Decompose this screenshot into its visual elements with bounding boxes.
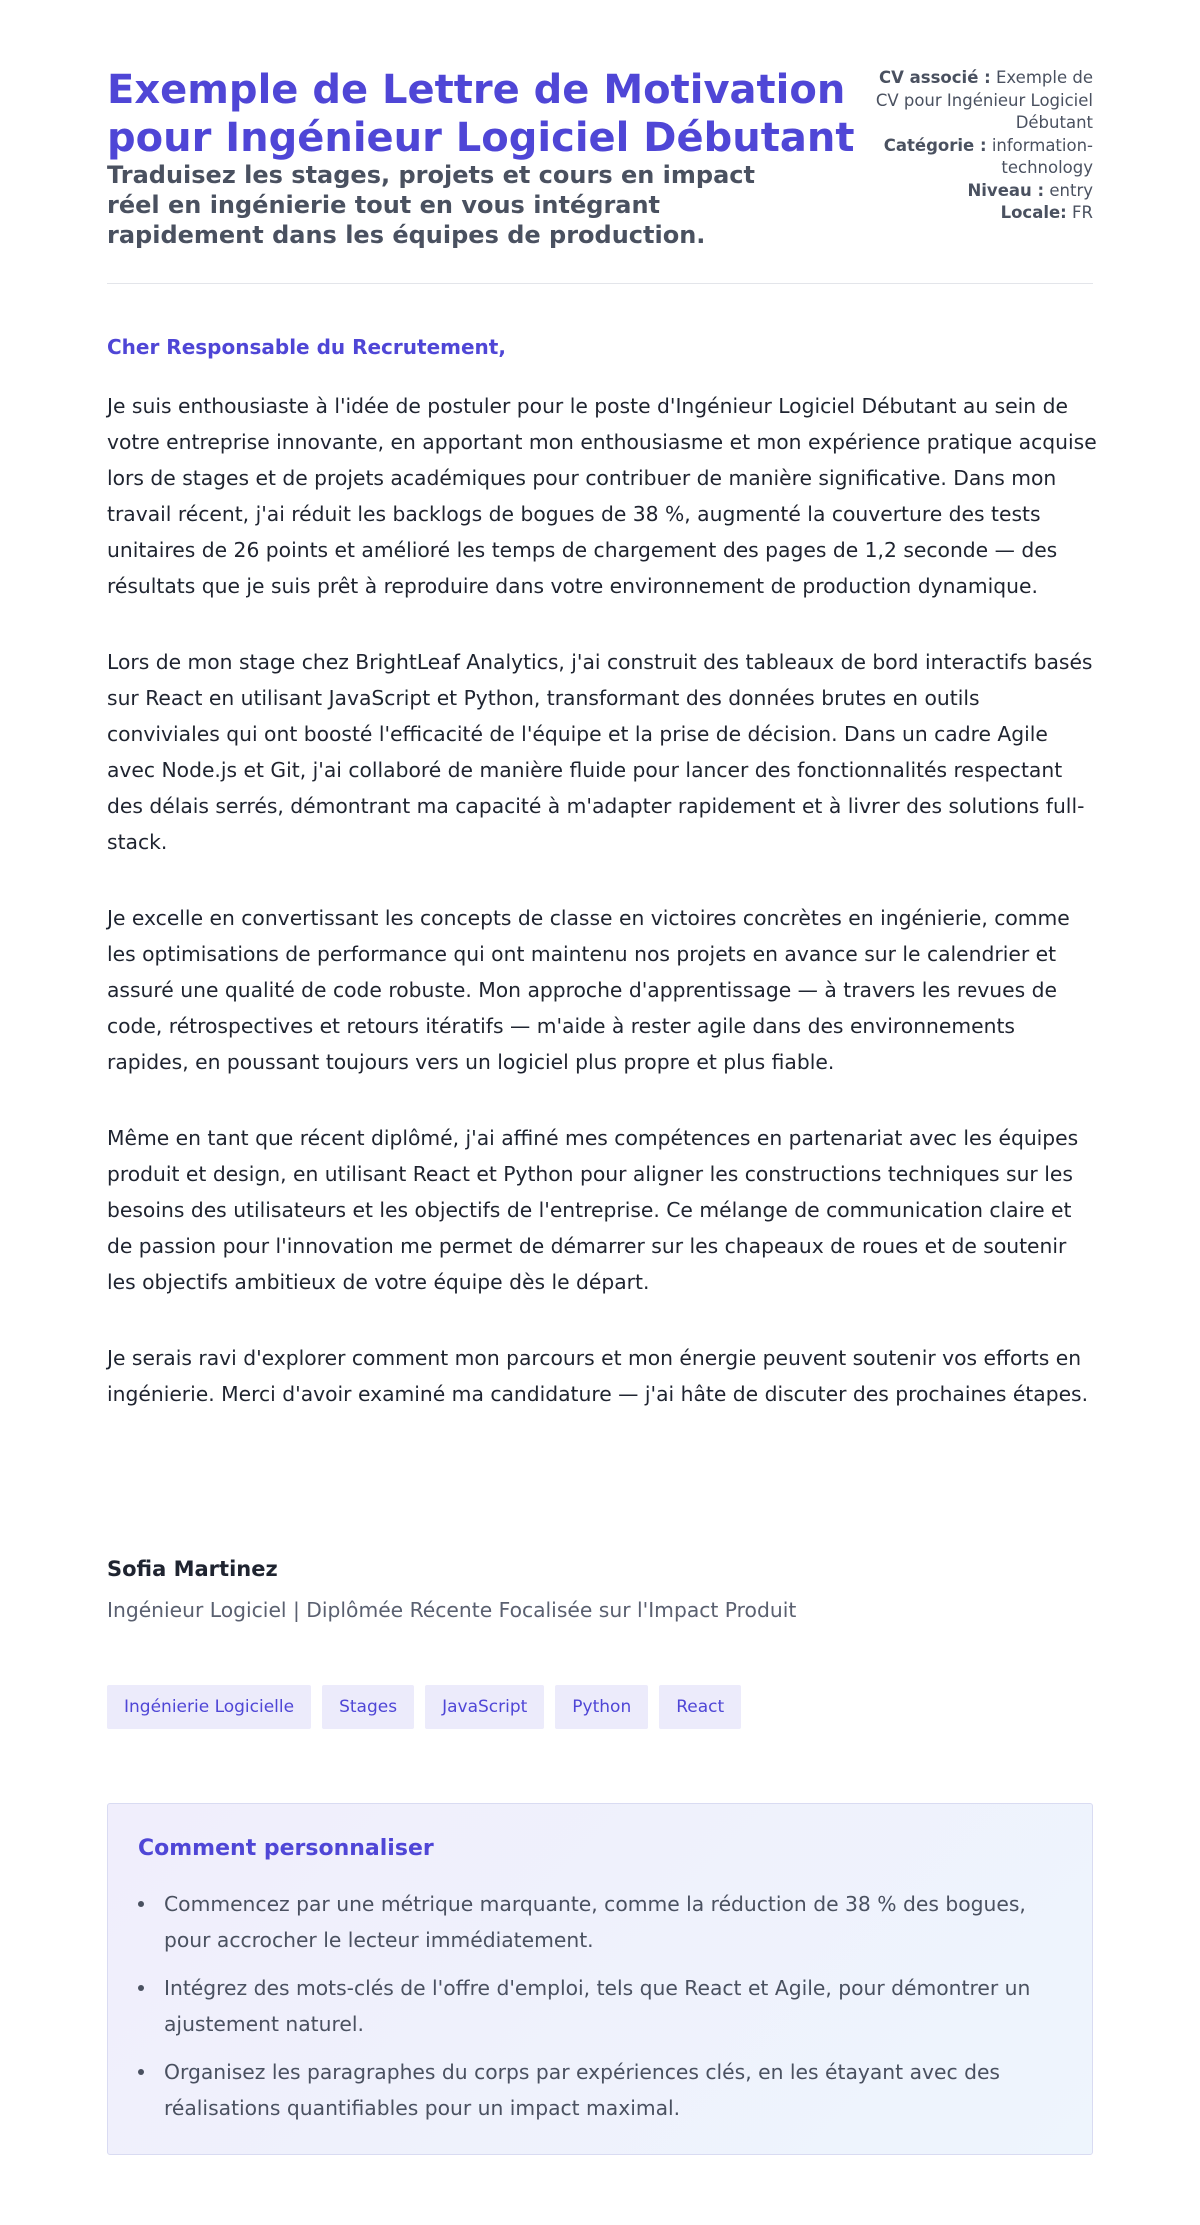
bullet-icon bbox=[138, 2069, 144, 2075]
signer-name: Sofia Martinez bbox=[107, 1557, 278, 1581]
tip-item bbox=[164, 1886, 1062, 1958]
signer-role: Ingénieur Logiciel | Diplômée Récente Focalisée sur l'Impact Produit bbox=[107, 1598, 797, 1622]
tips-title: Comment personnaliser bbox=[138, 1836, 434, 1861]
letter-body bbox=[107, 388, 1097, 1452]
page-subtitle: Traduisez les stages, projets et cours en impact réel en ingénierie tout en vous intégrant rapidement dans les équipes de production. bbox=[107, 161, 755, 249]
customization-tips-box bbox=[107, 1803, 1093, 2155]
page-header bbox=[107, 60, 1093, 285]
meta-category-label: Catégorie : bbox=[883, 135, 987, 155]
tip-text: Intégrez des mots-clés de l'offre d'emploi, tels que React et Agile, pour démontrer un ajustement naturel. bbox=[164, 1976, 1031, 2036]
meta-level bbox=[863, 180, 1093, 203]
page-title: Exemple de Lettre de Motivation pour Ingénieur Logiciel Débutant bbox=[107, 67, 855, 161]
tag-chip[interactable]: JavaScript bbox=[425, 1685, 544, 1729]
letter-salutation: Cher Responsable du Recrutement, bbox=[107, 335, 506, 359]
meta-level-value: entry bbox=[1049, 180, 1093, 200]
meta-locale-value: FR bbox=[1072, 203, 1093, 222]
meta-locale-label: Locale: bbox=[1000, 203, 1067, 222]
meta-cv-label: CV associé : bbox=[879, 68, 991, 87]
meta-locale bbox=[863, 202, 1093, 225]
tip-item bbox=[164, 2054, 1062, 2126]
tip-item bbox=[164, 1970, 1062, 2042]
meta-cv-value[interactable]: Exemple de CV pour Ingénieur Logiciel Débutant bbox=[875, 68, 1093, 132]
tag-list bbox=[107, 1685, 741, 1729]
meta-level-label: Niveau : bbox=[967, 180, 1045, 200]
letter-paragraph: Je excelle en convertissant les concepts de classe en victoires concrètes en ingénierie, comme les optimisations de performance qui ont maintenu nos projets en avance sur le calendrier et assuré une qualité de code robuste. Mon approche d'apprentissage — à travers les revues de code, rétrospectives et retours itératifs — m'aide à rester agile dans des environnements rapides, en poussant toujours vers un logiciel plus propre et plus fiable. bbox=[107, 906, 1070, 1074]
meta-cv bbox=[863, 67, 1093, 135]
letter-paragraph: Même en tant que récent diplômé, j'ai affiné mes compétences en partenariat avec les équipes produit et design, en utilisant React et Python pour aligner les constructions techniques sur les besoins des utilisateurs et les objectifs de l'entreprise. Ce mélange de communication claire et de passion pour l'innovation me permet de démarrer sur les chapeaux de roues et de soutenir les objectifs ambitieux de votre équipe dès le départ. bbox=[107, 1126, 1079, 1294]
header-divider bbox=[107, 283, 1093, 284]
tips-list bbox=[138, 1886, 1062, 2126]
letter-paragraph: Je suis enthousiaste à l'idée de postuler pour le poste d'Ingénieur Logiciel Débutant au sein de votre entreprise innovante, en apportant mon enthousiasme et mon expérience pratique acquise lors de stages et de projets académiques pour contribuer de manière significative. Dans mon travail récent, j'ai réduit les backlogs de bogues de 38 %, augmenté la couverture des tests unitaires de 26 points et amélioré les temps de chargement des pages de 1,2 seconde — des résultats que je suis prêt à reproduire dans votre environnement de production dynamique. bbox=[107, 394, 1097, 598]
meta-category-value: information-technology bbox=[991, 135, 1093, 177]
tag-chip[interactable]: Stages bbox=[322, 1685, 414, 1729]
bullet-icon bbox=[138, 1901, 144, 1907]
letter-paragraph: Je serais ravi d'explorer comment mon parcours et mon énergie peuvent soutenir vos efforts en ingénierie. Merci d'avoir examiné ma candidature — j'ai hâte de discuter des prochaines étapes. bbox=[107, 1346, 1089, 1406]
bullet-icon bbox=[138, 1985, 144, 1991]
document-meta bbox=[863, 67, 1093, 225]
letter-paragraph: Lors de mon stage chez BrightLeaf Analytics, j'ai construit des tableaux de bord interactifs basés sur React en utilisant JavaScript et Python, transformant des données brutes en outils conviviales qui ont boosté l'efficacité de l'équipe et la prise de décision. Dans un cadre Agile avec Node.js et Git, j'ai collaboré de manière fluide pour lancer des fonctionnalités respectant des délais serrés, démontrant ma capacité à m'adapter rapidement et à livrer des solutions full-stack. bbox=[107, 650, 1093, 854]
tag-chip[interactable]: React bbox=[659, 1685, 741, 1729]
tip-text: Organisez les paragraphes du corps par expériences clés, en les étayant avec des réalisations quantifiables pour un impact maximal. bbox=[164, 2060, 1000, 2120]
tip-text: Commencez par une métrique marquante, comme la réduction de 38 % des bogues, pour accrocher le lecteur immédiatement. bbox=[164, 1892, 1026, 1952]
tag-chip[interactable]: Ingénierie Logicielle bbox=[107, 1685, 311, 1729]
tag-chip[interactable]: Python bbox=[555, 1685, 648, 1729]
meta-category bbox=[863, 135, 1093, 180]
